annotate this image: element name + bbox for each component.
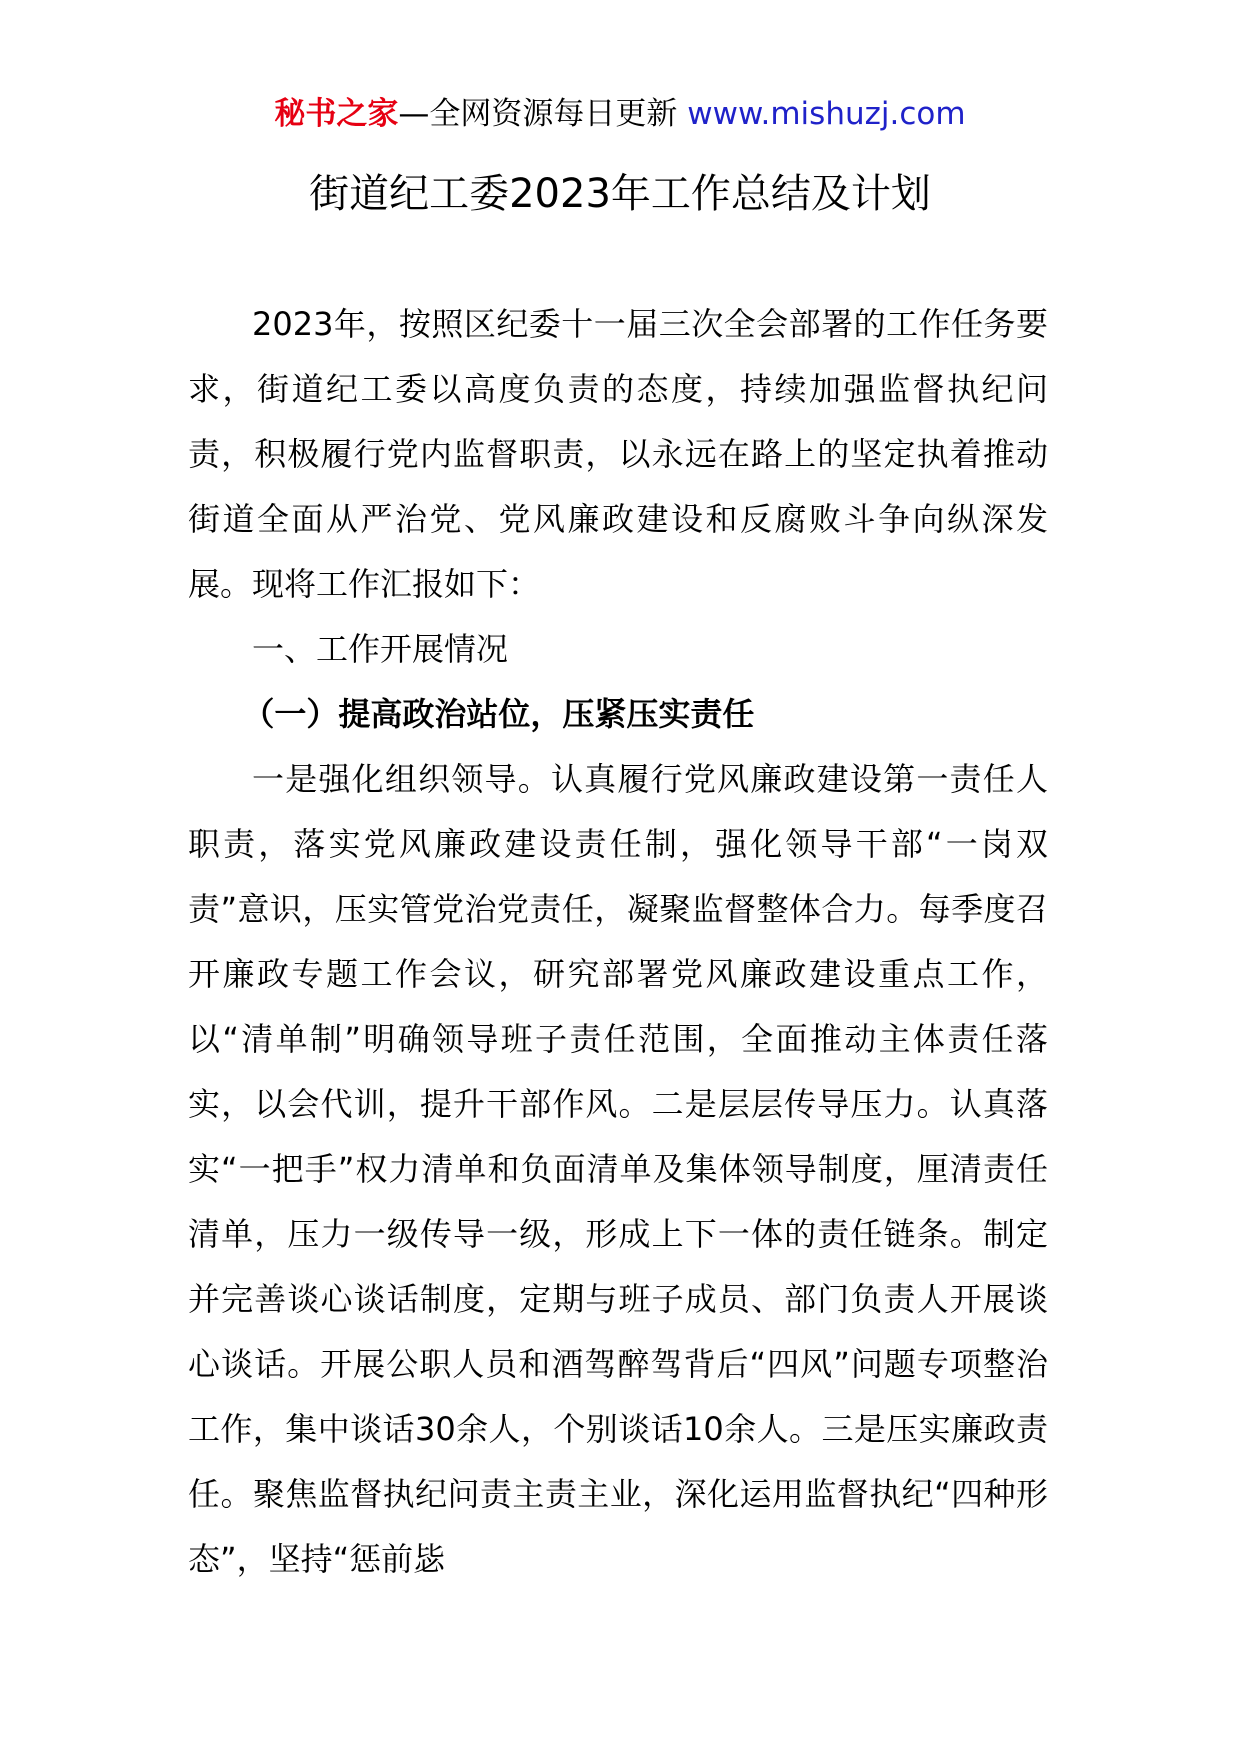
body-paragraph: 一是强化组织领导。认真履行党风廉政建设第一责任人职责，落实党风廉政建设责任制，强化领导干部“一岗双责”意识，压实管党治党责任，凝聚监督整体合力。每季度召开廉政专题工作会议，研究部署党风廉政建设重点工作，以“清单制”明确领导班子责任范围，全面推动主体责任落实，以会代训，提升干部作风。二是层层传导压力。认真落实“一把手”权力清单和负面清单及集体领导制度，厘清责任清单，压力一级传导一级，形成上下一体的责任链条。制定并完善谈心谈话制度，定期与班子成员、部门负责人开展谈心谈话。开展公职人员和酒驾醉驾背后“四风”问题专项整治工作，集中谈话30余人，个别谈话10余人。三是压实廉政责任。聚焦监督执纪问责主责主业，深化运用监督执纪“四种形态”，坚持“惩前毖 [188, 760, 1048, 1578]
section-heading: 一、工作开展情况 [252, 630, 509, 668]
intro-paragraph: 2023年，按照区纪委十一届三次全会部署的工作任务要求，街道纪工委以高度负责的态度，持续加强监督执纪问责，积极履行党内监督职责，以永远在路上的坚定执着推动街道全面从严治党、党风廉政建设和反腐败斗争向纵深发展。现将工作汇报如下： [188, 305, 1048, 603]
subsection-heading: （一）提高政治站位，压紧压实责任 [242, 695, 755, 733]
document-title: 街道纪工委2023年工作总结及计划 [309, 171, 931, 217]
site-url-link[interactable]: www.mishuzj.com [687, 96, 966, 132]
site-brand: 秘书之家 [274, 96, 399, 132]
site-header [0, 94, 1240, 134]
site-slogan: —全网资源每日更新 [398, 96, 688, 132]
document-body [188, 292, 1048, 1592]
